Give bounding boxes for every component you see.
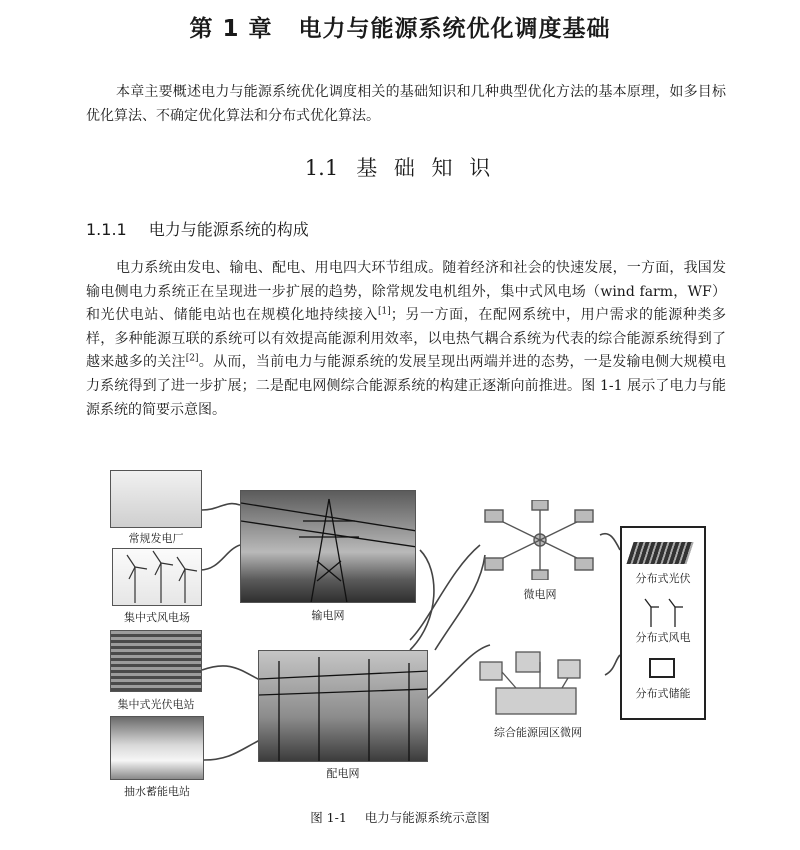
turbine-3-blade-3 — [179, 569, 185, 581]
section-number: 1.1 — [304, 156, 339, 180]
microgrid-label: 微电网 — [523, 588, 557, 601]
tower-leg-right — [329, 499, 347, 603]
substation-icon — [259, 651, 428, 762]
power-line-1 — [241, 503, 416, 531]
turbine-2-blade-2 — [161, 563, 173, 565]
dist-wind-icon — [633, 597, 693, 627]
body-paragraph — [86, 257, 726, 422]
transmission-tower-icon — [241, 491, 416, 603]
central-wind-image — [112, 548, 202, 606]
chapter-title-text: 电力与能源系统优化调度基础 — [298, 16, 611, 42]
microgrid-node-3 — [485, 558, 503, 570]
section-heading — [0, 152, 800, 182]
line-wind-to-transmission — [200, 545, 240, 570]
park-energy-icon — [472, 648, 604, 720]
body-text-part-3: 。从而，当前电力与能源系统的发展呈现出两端并进的态势，一是发输电侧大规模电力系统得到了进一步扩展；二是配电网侧综合能源系统的构建正逐渐向前推进。图 1-1 展示了电力与能源系统的简要示意图。 — [86, 354, 727, 418]
park-building-2 — [516, 652, 540, 672]
dist-storage-label: 分布式储能 — [635, 687, 691, 700]
distribution-grid-label: 配电网 — [326, 767, 360, 780]
line-pv-to-distribution — [202, 666, 260, 680]
microgrid-node-5 — [532, 500, 548, 510]
turbine-3-blade-2 — [185, 569, 197, 571]
conventional-plant-label: 常规发电厂 — [128, 532, 184, 545]
substation-busbar-2 — [259, 689, 428, 695]
wind-turbine-icon — [113, 549, 202, 606]
figure-caption-text: 电力与能源系统示意图 — [364, 810, 490, 825]
intro-paragraph: 本章主要概述电力与能源系统优化调度相关的基础知识和几种典型优化方法的基本原理，如多目标优化算法、不确定优化算法和分布式优化算法。 — [86, 84, 726, 124]
line-hydro-to-distribution — [204, 740, 260, 760]
conventional-plant-image — [110, 470, 202, 528]
substation-busbar-1 — [259, 671, 428, 679]
park-wire-1 — [502, 672, 516, 688]
dist-pv-icon — [626, 542, 693, 564]
dist-wind-label: 分布式风电 — [635, 631, 691, 644]
chapter-number: 第 1 章 — [189, 16, 273, 42]
park-microgrid-label: 综合能源园区微网 — [494, 726, 582, 739]
microgrid-node-2 — [575, 510, 593, 522]
subsection-title-text: 电力与能源系统的构成 — [148, 220, 309, 239]
turbine-2-blade-1 — [153, 551, 161, 563]
turbine-1-blade-1 — [127, 555, 135, 567]
central-wind-label: 集中式风电场 — [124, 611, 190, 624]
line-park-to-dist-resources — [605, 655, 620, 675]
power-line-2 — [241, 521, 416, 547]
turbine-2-blade-3 — [155, 563, 161, 575]
body-text-part-2: ；另一方面，在配网系统中，用户需求的能源种类多样，多种能源互联的系统可以有效提高能源利用效率，以电热气耦合系统为代表的综合能源系统得到了越来越多的关注 — [86, 307, 727, 371]
power-system-figure — [100, 470, 710, 805]
turbine-1-blade-2 — [135, 567, 147, 569]
body-text-part-1: 电力系统由发电、输电、配电、用电四大环节组成。随着经济和社会的快速发展，一方面，我国发输电侧电力系统正在呈现进一步扩展的趋势，除常规发电机组外，集中式风电场（wind farm，WF）和光伏电站、储能电站也在规模化地持续接入 — [86, 260, 726, 324]
pumped-hydro-image — [110, 716, 204, 780]
park-microgrid-image — [472, 648, 604, 720]
figure-caption — [0, 808, 800, 826]
section-title-text: 基 础 知 识 — [356, 156, 496, 180]
microgrid-node-1 — [485, 510, 503, 522]
dist-turbine-2-blade-1 — [669, 599, 675, 607]
transmission-grid-image — [240, 490, 416, 603]
microgrid-node-4 — [575, 558, 593, 570]
reference-1: [1] — [378, 306, 391, 317]
turbine-3-blade-1 — [177, 557, 185, 569]
central-pv-label: 集中式光伏电站 — [117, 698, 195, 711]
dist-turbine-1-blade-1 — [645, 599, 651, 607]
distribution-grid-image — [258, 650, 428, 762]
line-plant-to-transmission — [202, 504, 240, 510]
park-building-3 — [558, 660, 580, 678]
transmission-grid-label: 输电网 — [311, 609, 345, 622]
dist-pv-label: 分布式光伏 — [635, 572, 691, 585]
park-building-1 — [480, 662, 502, 680]
microgrid-node-6 — [532, 570, 548, 580]
figure-caption-number: 图 1-1 — [310, 810, 347, 825]
reference-2: [2] — [185, 353, 199, 364]
pumped-hydro-label: 抽水蓄能电站 — [124, 785, 190, 798]
central-pv-image — [110, 630, 202, 692]
subsection-heading — [86, 217, 309, 240]
microgrid-image — [475, 500, 605, 580]
line-transmission-to-microgrid — [410, 545, 480, 640]
microgrid-network-icon — [475, 500, 605, 580]
dist-storage-icon — [649, 658, 675, 678]
chapter-title — [0, 10, 800, 43]
park-wire-3 — [562, 678, 568, 688]
turbine-1-blade-3 — [129, 567, 135, 579]
park-ground-plate — [496, 688, 576, 714]
subsection-number: 1.1.1 — [86, 220, 127, 239]
